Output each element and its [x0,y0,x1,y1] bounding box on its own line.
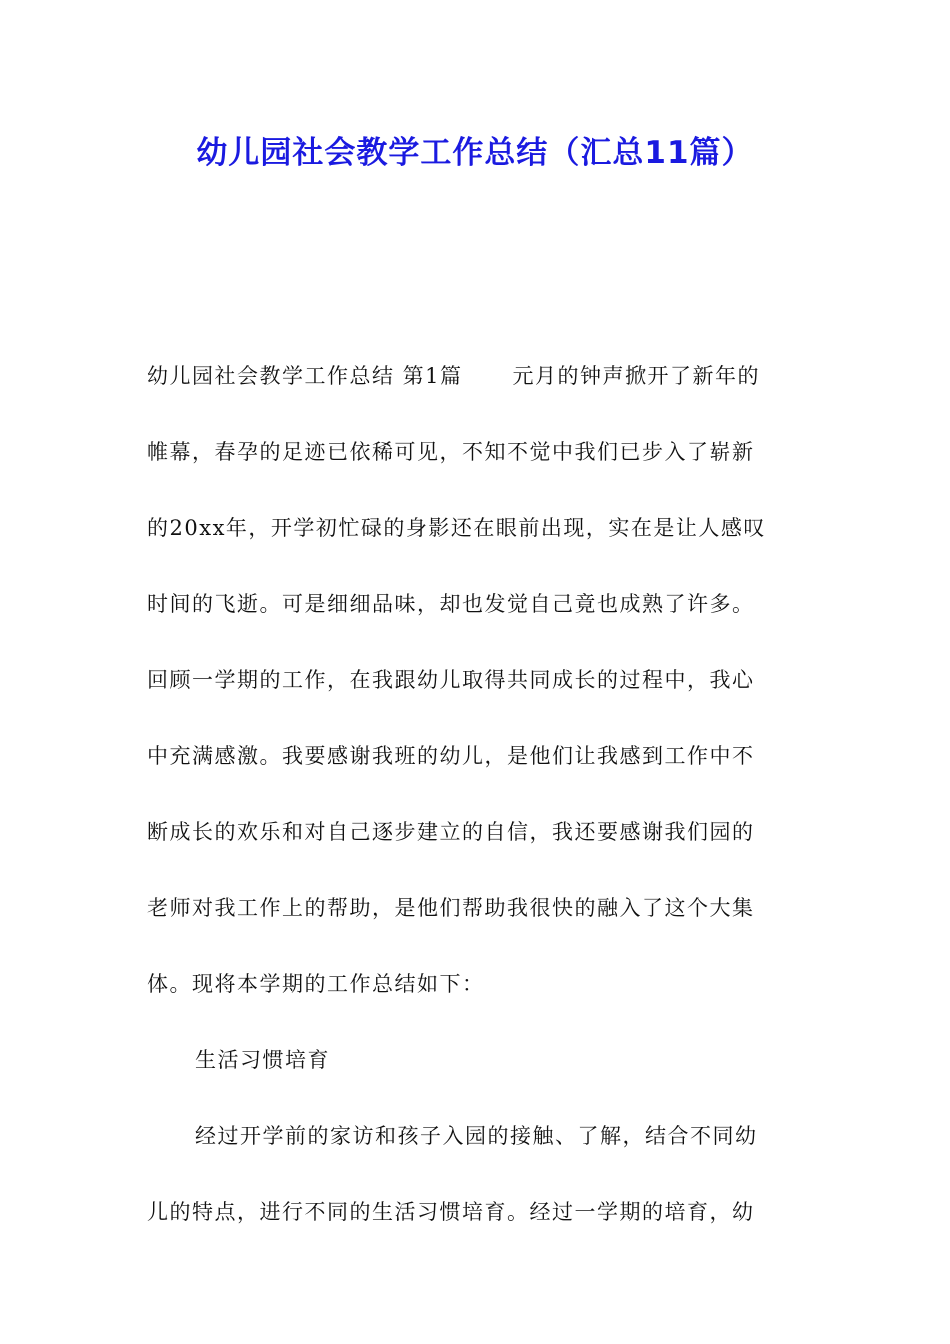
paragraph-line: 断成长的欢乐和对自己逐步建立的自信，我还要感谢我们园的 [147,820,755,844]
paragraph-line: 帷幕，春孕的足迹已依稀可见，不知不觉中我们已步入了崭新 [147,440,755,464]
section-heading: 幼儿园社会教学工作总结 第1篇 [147,364,463,388]
paragraph-line: 中充满感激。我要感谢我班的幼儿，是他们让我感到工作中不 [147,744,755,768]
paragraph-line: 回顾一学期的工作，在我跟幼儿取得共同成长的过程中，我心 [147,668,755,692]
paragraph-text: 元月的钟声掀开了新年的 [512,364,761,388]
paragraph-line: 时间的飞逝。可是细细品味，却也发觉自己竟也成熟了许多。 [147,592,755,616]
paragraph-line [147,338,807,414]
subheading-line: 生活习惯培育 [195,1048,330,1072]
paragraph-line: 的20xx年，开学初忙碌的身影还在眼前出现，实在是让人感叹 [147,516,766,540]
paragraph-line: 体。现将本学期的工作总结如下： [147,972,485,996]
paragraph-line: 儿的特点，进行不同的生活习惯培育。经过一学期的培育，幼 [147,1200,755,1224]
paragraph-line: 老师对我工作上的帮助，是他们帮助我很快的融入了这个大集 [147,896,755,920]
paragraph-line: 经过开学前的家访和孩子入园的接触、了解，结合不同幼 [195,1124,758,1148]
document-title: 幼儿园社会教学工作总结（汇总11篇） [196,135,754,171]
document-body [147,338,807,1250]
